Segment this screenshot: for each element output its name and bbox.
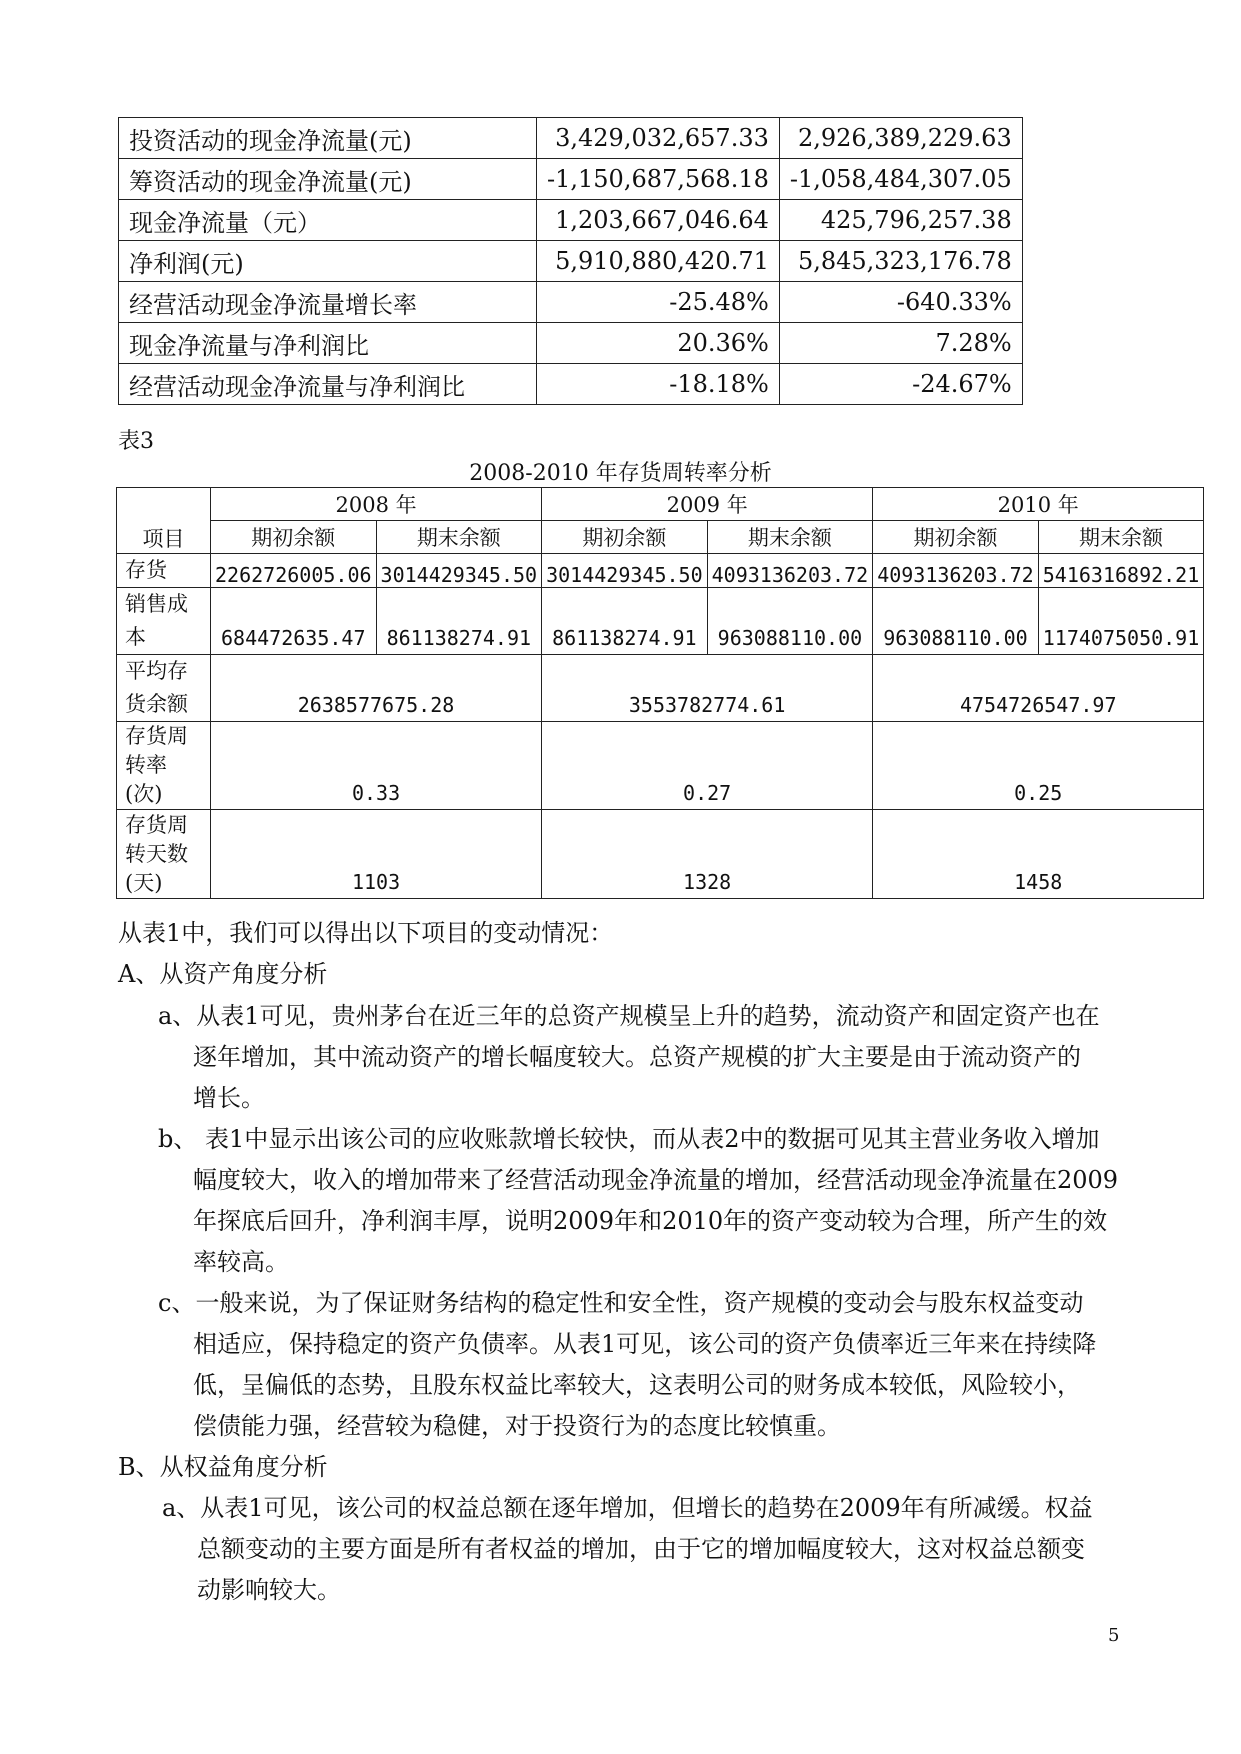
row-label-line: 销售成 — [125, 592, 188, 616]
year-header-2008: 2008 年 — [211, 488, 542, 521]
row-label: 筹资活动的现金净流量(元) — [119, 159, 537, 200]
table-row — [119, 118, 1023, 159]
row-label-line: 存货周 — [125, 724, 188, 748]
paragraph-line: 相适应，保持稳定的资产负债率。从表1可见，该公司的资产负债率近三年来在持续降 — [193, 1330, 1097, 1358]
cell: 1174075050.91 — [1038, 588, 1204, 655]
page-number: 5 — [1108, 1625, 1120, 1646]
sub-close-2008: 期末余额 — [376, 521, 542, 554]
row-label — [117, 655, 211, 722]
value-cell: -25.48% — [537, 282, 780, 323]
cell: 5416316892.21 — [1038, 554, 1204, 588]
cell: 1103 — [211, 810, 542, 899]
paragraph-line: 幅度较大，收入的增加带来了经营活动现金净流量的增加，经营活动现金净流量在2009 — [193, 1166, 1119, 1194]
cell: 1328 — [542, 810, 873, 899]
paragraph-line: 逐年增加，其中流动资产的增长幅度较大。总资产规模的扩大主要是由于流动资产的 — [193, 1043, 1081, 1071]
table-row-avg-inventory — [117, 655, 1204, 722]
row-label: 现金净流量（元） — [119, 200, 537, 241]
value-cell: 5,845,323,176.78 — [779, 241, 1022, 282]
cell: 3553782774.61 — [542, 655, 873, 722]
paragraph-line: 总额变动的主要方面是所有者权益的增加，由于它的增加幅度较大，这对权益总额变 — [197, 1535, 1085, 1563]
section-a-heading: A、从资产角度分析 — [118, 960, 328, 988]
value-cell: 2,926,389,229.63 — [779, 118, 1022, 159]
table3-label: 表3 — [118, 429, 154, 454]
table-row — [119, 159, 1023, 200]
value-cell: -640.33% — [779, 282, 1022, 323]
row-label: 经营活动现金净流量与净利润比 — [119, 364, 537, 405]
value-cell: -1,058,484,307.05 — [779, 159, 1022, 200]
cell: 4754726547.97 — [873, 655, 1204, 722]
col-item-header: 项目 — [117, 488, 211, 554]
cell: 0.27 — [542, 722, 873, 810]
value-cell: -24.67% — [779, 364, 1022, 405]
row-label-line: 转率 — [125, 753, 167, 777]
table-row-inventory — [117, 554, 1204, 588]
paragraph-line: 年探底后回升，净利润丰厚，说明2009年和2010年的资产变动较为合理，所产生的效 — [193, 1207, 1108, 1235]
cell: 3014429345.50 — [542, 554, 708, 588]
paragraph-line: 率较高。 — [193, 1248, 289, 1276]
paragraph-line: 偿债能力强，经营较为稳健，对于投资行为的态度比较慎重。 — [193, 1412, 841, 1440]
cash-flow-table — [118, 117, 1023, 405]
row-label: 投资活动的现金净流量(元) — [119, 118, 537, 159]
cell: 4093136203.72 — [707, 554, 873, 588]
row-label: 存货 — [117, 554, 211, 588]
value-cell: -1,150,687,568.18 — [537, 159, 780, 200]
paragraph-line: c、一般来说，为了保证财务结构的稳定性和安全性，资产规模的变动会与股东权益变动 — [158, 1289, 1084, 1317]
row-label-line: (次) — [125, 782, 163, 806]
value-cell: 5,910,880,420.71 — [537, 241, 780, 282]
value-cell: 20.36% — [537, 323, 780, 364]
row-label — [117, 722, 211, 810]
cell: 0.33 — [211, 722, 542, 810]
row-label: 经营活动现金净流量增长率 — [119, 282, 537, 323]
value-cell: -18.18% — [537, 364, 780, 405]
cell: 861138274.91 — [376, 588, 542, 655]
paragraph-line: 动影响较大。 — [197, 1576, 341, 1604]
cell: 963088110.00 — [707, 588, 873, 655]
section-b-heading: B、从权益角度分析 — [118, 1453, 328, 1481]
year-header-2009: 2009 年 — [542, 488, 873, 521]
cell: 3014429345.50 — [376, 554, 542, 588]
table-row-cogs — [117, 588, 1204, 655]
sub-open-2009: 期初余额 — [542, 521, 708, 554]
sub-open-2010: 期初余额 — [873, 521, 1039, 554]
cell: 4093136203.72 — [873, 554, 1039, 588]
table-row — [119, 241, 1023, 282]
cell: 2638577675.28 — [211, 655, 542, 722]
value-cell: 425,796,257.38 — [779, 200, 1022, 241]
paragraph-line: b、 表1中显示出该公司的应收账款增长较快，而从表2中的数据可见其主营业务收入增加 — [158, 1125, 1100, 1153]
cell: 684472635.47 — [211, 588, 377, 655]
row-label-line: 转天数 — [125, 842, 188, 866]
inventory-turnover-table — [116, 487, 1204, 899]
row-label — [117, 588, 211, 655]
row-label-line: 货余额 — [125, 692, 188, 716]
year-header-2010: 2010 年 — [873, 488, 1204, 521]
cell: 1458 — [873, 810, 1204, 899]
paragraph-line: 增长。 — [193, 1084, 265, 1112]
table-row — [119, 364, 1023, 405]
intro-paragraph: 从表1中，我们可以得出以下项目的变动情况： — [118, 919, 614, 947]
cell: 0.25 — [873, 722, 1204, 810]
sub-open-2008: 期初余额 — [211, 521, 377, 554]
value-cell: 7.28% — [779, 323, 1022, 364]
row-label: 净利润(元) — [119, 241, 537, 282]
table-row-turnover-days — [117, 810, 1204, 899]
cell: 861138274.91 — [542, 588, 708, 655]
sub-close-2010: 期末余额 — [1038, 521, 1204, 554]
table-row — [119, 282, 1023, 323]
paragraph-line: 低，呈偏低的态势，且股东权益比率较大，这表明公司的财务成本较低，风险较小， — [193, 1371, 1081, 1399]
table-row — [119, 200, 1023, 241]
table-row — [119, 323, 1023, 364]
row-label — [117, 810, 211, 899]
paragraph-line: a、从表1可见，贵州茅台在近三年的总资产规模呈上升的趋势，流动资产和固定资产也在 — [158, 1002, 1100, 1030]
row-label-line: 存货周 — [125, 813, 188, 837]
table3-title: 2008-2010 年存货周转率分析 — [469, 461, 772, 486]
value-cell: 3,429,032,657.33 — [537, 118, 780, 159]
row-label-line: (天) — [125, 871, 163, 895]
cell: 963088110.00 — [873, 588, 1039, 655]
cell: 2262726005.06 — [211, 554, 377, 588]
row-label: 现金净流量与净利润比 — [119, 323, 537, 364]
table-row-turnover — [117, 722, 1204, 810]
row-label-line: 本 — [125, 625, 146, 649]
sub-close-2009: 期末余额 — [707, 521, 873, 554]
value-cell: 1,203,667,046.64 — [537, 200, 780, 241]
paragraph-line: a、从表1可见，该公司的权益总额在逐年增加，但增长的趋势在2009年有所减缓。权益 — [162, 1494, 1093, 1522]
row-label-line: 平均存 — [125, 659, 188, 683]
